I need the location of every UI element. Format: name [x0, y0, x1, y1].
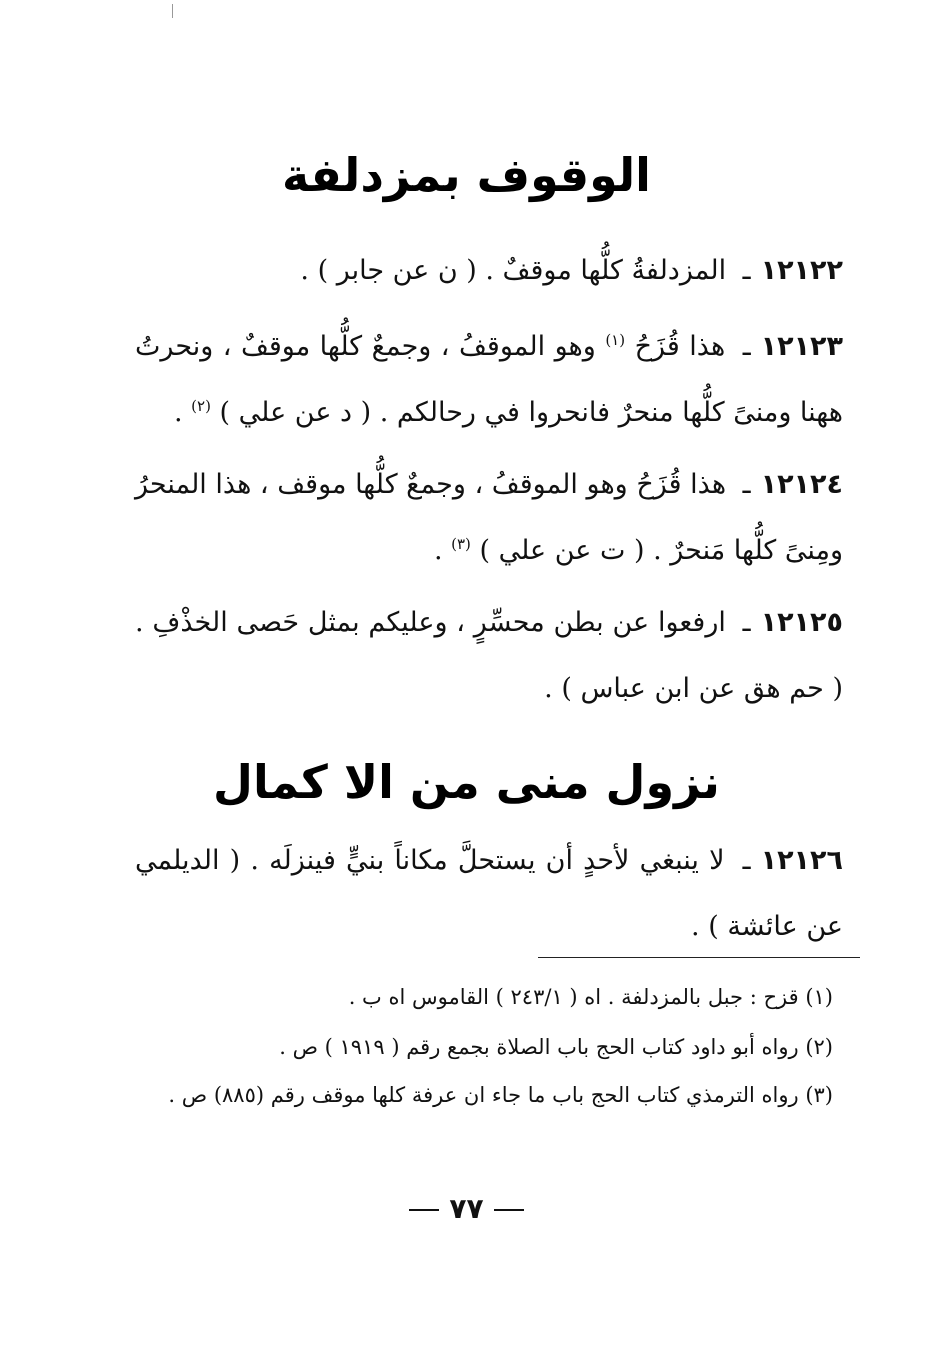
section-heading-nuzul-mina: نزول منى من الا كمال: [213, 755, 720, 809]
footnote-1: (١) قزح : جبل بالمزدلفة . اه ( ٢٤٣/١ ) القاموس اه ب .: [348, 985, 833, 1009]
hadith-12123: [135, 314, 843, 446]
separator: ـ: [742, 255, 751, 286]
hadith-text: لا ينبغي لأحدٍ أن يستحلَّ مكاناً بنيٍّ فينزلَه . ( الديلمي عن عائشة ) .: [135, 845, 843, 942]
separator: ـ: [742, 469, 751, 500]
hadith-12126: [135, 828, 843, 960]
hadith-text-continued: وهو الموقفُ ، وجمعٌ كلُّها موقفٌ ، ونحرتُ ههنا ومنىً كلُّها منحرٌ فانحروا في رحالكم . ( د عن علي ): [135, 331, 843, 428]
footnote-ref: (٣): [451, 535, 471, 553]
hadith-12125: [135, 590, 843, 722]
scan-mark: [172, 4, 173, 18]
section-heading-wuquf-muzdalifa: الوقوف بمزدلفة: [282, 148, 651, 202]
dash-left: [494, 1209, 524, 1211]
dash-right: [409, 1209, 439, 1211]
separator: ـ: [742, 845, 751, 876]
hadith-text: ارفعوا عن بطن محسِّرٍ ، وعليكم بمثل حَصى الخذْفِ . ( حم هق عن ابن عباس ) .: [135, 607, 843, 704]
page-number-row: [0, 1192, 933, 1225]
footnote-ref: (١): [605, 331, 626, 349]
hadith-12122: [135, 238, 843, 304]
separator: ـ: [742, 331, 751, 362]
hadith-number: ١٢١٢٤: [760, 469, 843, 500]
hadith-text: هذا قُزَحُ: [634, 331, 726, 362]
hadith-number: ١٢١٢٣: [760, 331, 844, 362]
hadith-ending: .: [173, 397, 183, 428]
footnote-divider: [538, 957, 860, 958]
hadith-12124: [135, 452, 843, 584]
hadith-ending: .: [433, 535, 443, 566]
page-number: ٧٧: [449, 1192, 484, 1225]
hadith-number: ١٢١٢٢: [760, 255, 843, 286]
hadith-number: ١٢١٢٦: [760, 845, 843, 876]
hadith-text: المزدلفةُ كلُّها موقفٌ . ( ن عن جابر ) .: [300, 255, 727, 286]
hadith-text: هذا قُزَحُ وهو الموقفُ ، وجمعٌ كلُّها موقف ، هذا المنحرُ ومِنىً كلُّها مَنحرٌ . ( ت عن علي ): [135, 469, 843, 566]
footnote-3: (٣) رواه الترمذي كتاب الحج باب ما جاء ان عرفة كلها موقف رقم (٨٨٥) ص .: [168, 1083, 833, 1107]
hadith-number: ١٢١٢٥: [760, 607, 843, 638]
footnote-2: (٢) رواه أبو داود كتاب الحج باب الصلاة بجمع رقم ( ١٩١٩ ) ص .: [279, 1035, 833, 1059]
separator: ـ: [742, 607, 751, 638]
footnote-ref: (٢): [191, 397, 211, 415]
